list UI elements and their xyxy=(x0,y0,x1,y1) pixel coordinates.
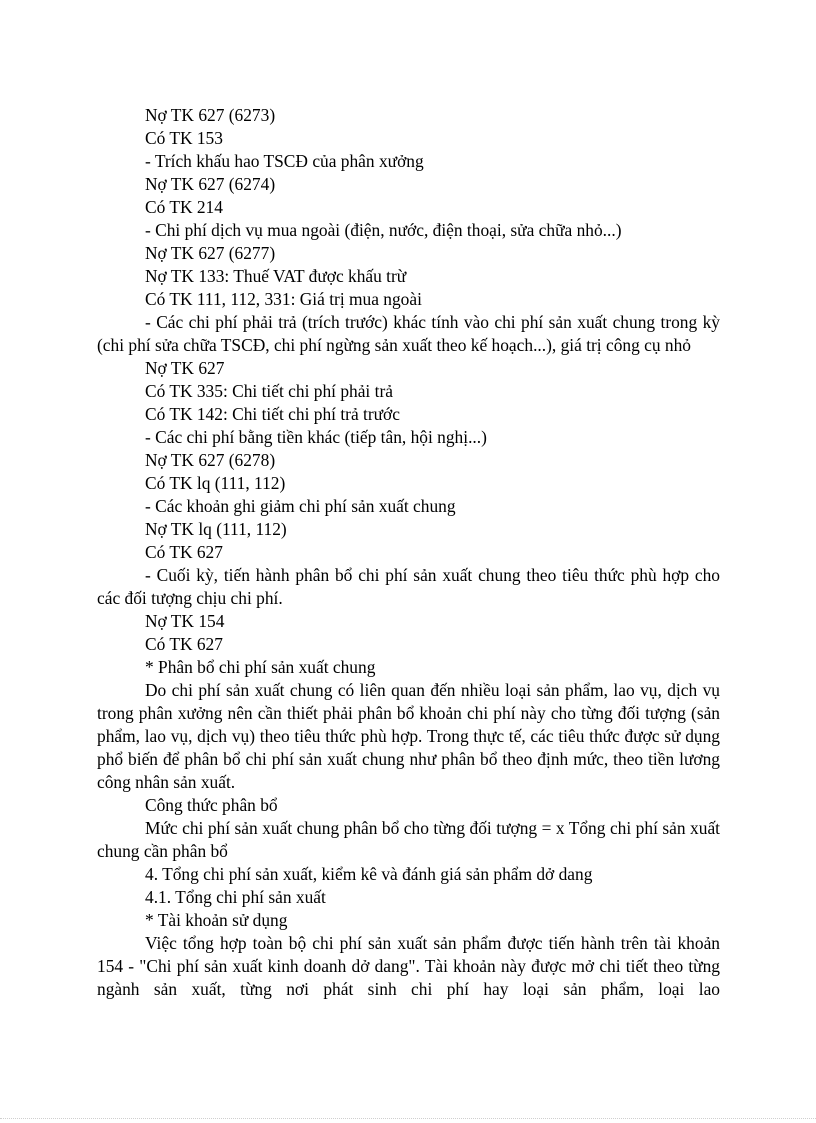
page-bottom-divider xyxy=(0,1118,816,1119)
section-heading: 4. Tổng chi phí sản xuất, kiểm kê và đánh giá sản phẩm dở dang xyxy=(145,864,593,884)
text-paragraph: Mức chi phí sản xuất chung phân bổ cho từng đối tượng = x Tổng chi phí sản xuất chung cần phân bổ xyxy=(97,818,720,861)
text-line: Nợ TK 133: Thuế VAT được khấu trừ xyxy=(145,266,407,286)
text-line: Nợ TK 627 (6274) xyxy=(145,174,276,194)
text-line: Nợ TK 627 (6277) xyxy=(145,243,276,263)
text-line: Nợ TK 627 (6278) xyxy=(145,450,276,470)
text-line: - Chi phí dịch vụ mua ngoài (điện, nước, điện thoại, sửa chữa nhỏ...) xyxy=(145,220,622,240)
text-line: Có TK 335: Chi tiết chi phí phải trả xyxy=(145,381,393,401)
section-heading: 4.1. Tổng chi phí sản xuất xyxy=(145,887,326,907)
text-line: - Các khoản ghi giảm chi phí sản xuất chung xyxy=(145,496,456,516)
section-heading: * Tài khoản sử dụng xyxy=(145,910,288,930)
text-paragraph: - Các chi phí phải trả (trích trước) khác tính vào chi phí sản xuất chung trong kỳ (chi phí sửa chữa TSCĐ, chi phí ngừng sản xuất theo kế hoạch...), giá trị công cụ nhỏ xyxy=(97,312,720,355)
text-paragraph: Do chi phí sản xuất chung có liên quan đến nhiều loại sản phẩm, lao vụ, dịch vụ trong phân xưởng nên cần thiết phải phân bổ khoản chi phí này cho từng đối tượng (sản phẩm, lao vụ, dịch vụ) theo tiêu thức phù hợp. Trong thực tế, các tiêu thức được sử dụng phổ biến để phân bổ chi phí sản xuất chung như phân bổ theo định mức, theo tiền lương công nhân sản xuất. xyxy=(97,680,720,792)
text-paragraph: - Cuối kỳ, tiến hành phân bổ chi phí sản xuất chung theo tiêu thức phù hợp cho các đối tượng chịu chi phí. xyxy=(97,565,720,608)
document-body xyxy=(97,104,720,1001)
text-line: Có TK 627 xyxy=(145,542,223,562)
text-line: - Trích khấu hao TSCĐ của phân xưởng xyxy=(145,151,424,171)
text-line: Có TK 627 xyxy=(145,634,223,654)
text-line: Công thức phân bổ xyxy=(145,795,278,815)
text-paragraph: Việc tổng hợp toàn bộ chi phí sản xuất sản phẩm được tiến hành trên tài khoản 154 - "Chi phí sản xuất kinh doanh dở dang". Tài khoản này được mở chi tiết theo từng ngành sản xuất, từng nơi phát sinh chi phí hay loại sản phẩm, loại lao xyxy=(97,933,720,999)
text-line: Nợ TK 627 (6273) xyxy=(145,105,276,125)
text-line: Có TK 142: Chi tiết chi phí trả trước xyxy=(145,404,400,424)
text-line: Nợ TK 154 xyxy=(145,611,225,631)
section-heading: * Phân bổ chi phí sản xuất chung xyxy=(145,657,376,677)
text-line: Có TK 153 xyxy=(145,128,223,148)
text-line: Nợ TK lq (111, 112) xyxy=(145,519,287,539)
text-line: Nợ TK 627 xyxy=(145,358,225,378)
text-line: Có TK lq (111, 112) xyxy=(145,473,286,493)
text-line: - Các chi phí bằng tiền khác (tiếp tân, hội nghị...) xyxy=(145,427,487,447)
text-line: Có TK 214 xyxy=(145,197,223,217)
text-line: Có TK 111, 112, 331: Giá trị mua ngoài xyxy=(145,289,422,309)
